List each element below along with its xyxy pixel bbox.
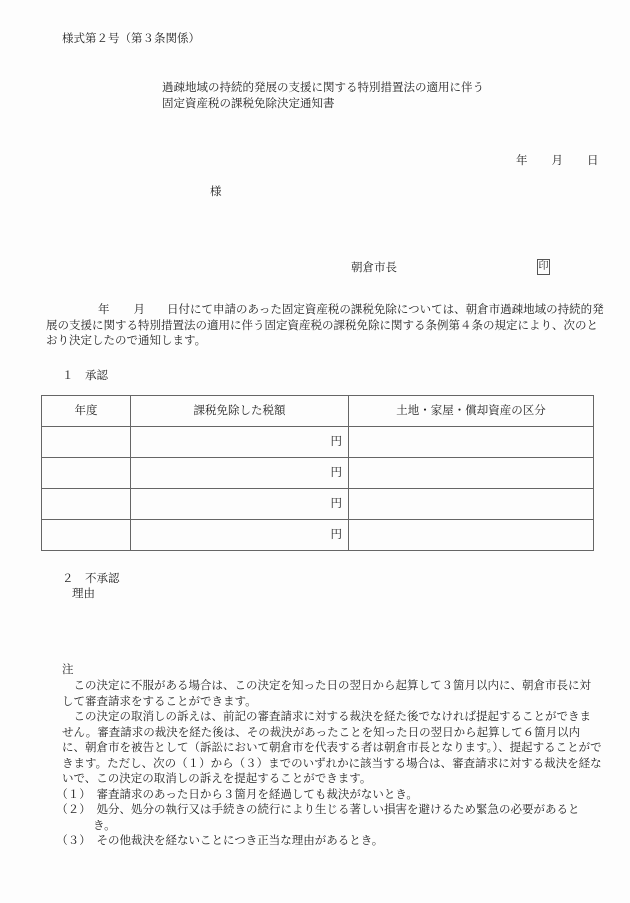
issue-date bbox=[516, 155, 599, 167]
addressee-suffix: 様 bbox=[210, 184, 222, 198]
notes-heading: 注 bbox=[62, 662, 74, 676]
note-paragraph-2: この決定の取消しの訴えは、前記の審査請求に対する裁決を経た後でなければ提起することができません。審査請求の裁決を経た後は、その裁決があったことを知った日の翌日から起算して６箇月以内に、朝倉市を被告として（訴訟において朝倉市を代表する者は朝倉市長となります。）、提起することができます。ただし、次の（１）から（３）までのいずれかに該当する場合は、審査請求に対する裁決を経ないで、この決定の取消しの訴えを提起することができます。 bbox=[62, 709, 602, 785]
header-exempt-amount: 課税免除した税額 bbox=[131, 396, 349, 427]
body-year: 年 bbox=[98, 302, 110, 316]
cell-amount[interactable]: 円 bbox=[131, 520, 349, 551]
cell-amount[interactable]: 円 bbox=[131, 427, 349, 458]
cell-amount[interactable]: 円 bbox=[131, 458, 349, 489]
rejection-reason-label: 理由 bbox=[72, 586, 95, 600]
cell-category[interactable] bbox=[349, 458, 594, 489]
notes-body bbox=[56, 678, 602, 849]
note-paragraph-1: この決定に不服がある場合は、この決定を知った日の翌日から起算して３箇月以内に、朝倉市長に対して審査請求をすることができます。 bbox=[62, 678, 591, 708]
cell-amount[interactable]: 円 bbox=[131, 489, 349, 520]
cell-category[interactable] bbox=[349, 489, 594, 520]
title-line-1: 過疎地域の持続的発展の支援に関する特別措置法の適用に伴う bbox=[162, 80, 484, 94]
date-day: 日 bbox=[587, 153, 599, 167]
form-number: 様式第２号（第３条関係） bbox=[62, 31, 200, 45]
header-fiscal-year: 年度 bbox=[42, 396, 131, 427]
title-line-2: 固定資産税の課税免除決定通知書 bbox=[162, 96, 335, 110]
document-title bbox=[162, 79, 484, 111]
cell-year[interactable] bbox=[42, 489, 131, 520]
cell-year[interactable] bbox=[42, 520, 131, 551]
notice-body bbox=[46, 302, 606, 349]
header-asset-category: 土地・家屋・償却資産の区分 bbox=[349, 396, 594, 427]
issuer-name: 朝倉市長 bbox=[351, 260, 397, 274]
approval-table bbox=[41, 395, 594, 551]
seal-mark: 印 bbox=[537, 259, 550, 275]
date-year: 年 bbox=[516, 153, 528, 167]
section-rejection-label: ２ 不承認 bbox=[62, 571, 120, 585]
body-month: 月 bbox=[133, 302, 145, 316]
cell-year[interactable] bbox=[42, 427, 131, 458]
note-item-2: （２） 処分、処分の執行又は手続きの続行により生じる著しい損害を避けるため緊急の必要があるとき。 bbox=[56, 802, 580, 832]
table-row bbox=[42, 520, 594, 551]
table-row bbox=[42, 489, 594, 520]
body-text: 日付にて申請のあった固定資産税の課税免除については、朝倉市過疎地域の持続的発展の支援に関する特別措置法の適用に伴う固定資産税の課税免除に関する条例第４条の規定により、次のとおり決定したので通知します。 bbox=[46, 302, 604, 347]
cell-category[interactable] bbox=[349, 427, 594, 458]
table-row bbox=[42, 458, 594, 489]
date-month: 月 bbox=[551, 153, 563, 167]
cell-category[interactable] bbox=[349, 520, 594, 551]
cell-year[interactable] bbox=[42, 458, 131, 489]
section-approval-label: １ 承認 bbox=[62, 368, 108, 382]
note-item-3: （３） その他裁決を経ないことにつき正当な理由があるとき。 bbox=[56, 833, 384, 847]
table-header-row bbox=[42, 396, 594, 427]
table-row bbox=[42, 427, 594, 458]
note-item-1: （１） 審査請求のあった日から３箇月を経過しても裁決がないとき。 bbox=[56, 786, 418, 801]
